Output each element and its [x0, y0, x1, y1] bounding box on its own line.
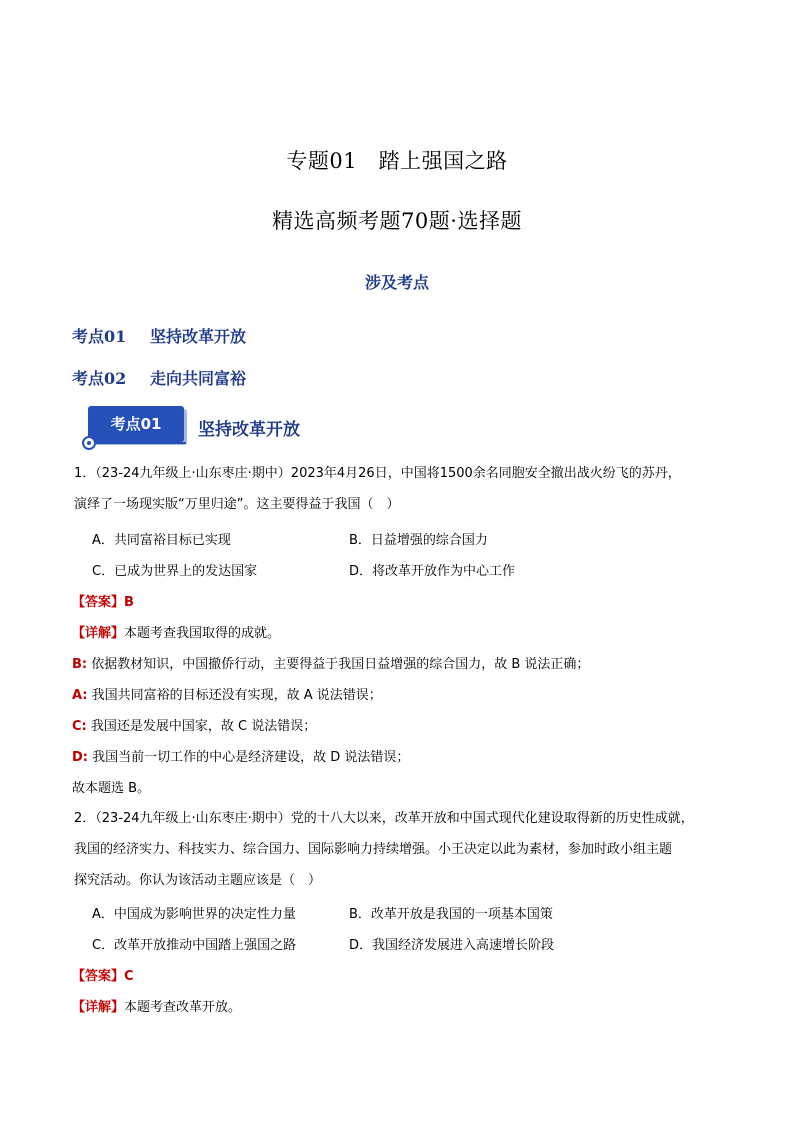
question-1-option-d: D．将改革开放作为中心工作 [349, 564, 516, 579]
question-1-answer [72, 591, 134, 610]
badge-label: 考点01 [110, 415, 162, 433]
badge-box [88, 406, 184, 442]
section-badge [82, 404, 190, 450]
explanation-text: 本题考查改革开放。 [124, 1000, 242, 1015]
question-1-option-b: B．日益增强的综合国力 [349, 533, 488, 548]
knowledge-point-text: 走向共同富裕 [150, 369, 247, 388]
knowledge-point-number: 考点02 [72, 369, 127, 388]
answer-value: B [124, 595, 134, 610]
answer-value: C [124, 969, 134, 984]
question-1-analysis-d: D: 我国当前一切工作的中心是经济建设，故 D 说法错误； [72, 750, 410, 765]
question-2-option-d: D．我国经济发展进入高速增长阶段 [349, 938, 555, 953]
document-subtitle: 精选高频考题70题·选择题 [272, 209, 522, 233]
question-1-line-2: 演绎了一场现实版“万里归途”。这主要得益于我国（ ） [74, 497, 400, 512]
question-2-line-2: 我国的经济实力、科技实力、综合国力、国际影响力持续增强。小王决定以此为素材，参加时政小组主题 [74, 842, 673, 857]
badge-title: 坚持改革开放 [198, 420, 300, 440]
question-1-option-a: A．共同富裕目标已实现 [92, 533, 231, 548]
document-title: 专题01 踏上强国之路 [286, 149, 508, 173]
section-heading: 涉及考点 [364, 273, 429, 292]
knowledge-point-text: 坚持改革开放 [150, 327, 247, 346]
badge-dot-icon [82, 436, 96, 450]
question-1-analysis-c: C: 我国还是发展中国家，故 C 说法错误； [72, 719, 317, 734]
badge-underline [96, 442, 186, 444]
question-2-explanation [72, 996, 241, 1015]
question-2-option-a: A．中国成为影响世界的决定性力量 [92, 907, 296, 922]
question-1-analysis-a: A: 我国共同富裕的目标还没有实现，故 A 说法错误； [72, 688, 382, 703]
knowledge-point-number: 考点01 [72, 327, 127, 346]
answer-label: 【答案】 [72, 969, 125, 984]
answer-label: 【答案】 [72, 595, 125, 610]
question-1-analysis-b: B: 依据教材知识，中国撤侨行动，主要得益于我国日益增强的综合国力，故 B 说法正确； [72, 657, 590, 672]
knowledge-point-1 [72, 324, 246, 347]
question-1-conclusion: 故本题选 B。 [72, 781, 151, 796]
question-1-explanation [72, 622, 280, 641]
question-2-option-c: C．改革开放推动中国踏上强国之路 [92, 938, 297, 953]
question-2-line-1: 2．（23-24九年级上·山东枣庄·期中）党的十八大以来，改革开放和中国式现代化建设取得新的历史性成就， [74, 811, 694, 826]
knowledge-point-2 [72, 366, 246, 389]
question-1-option-c: C．已成为世界上的发达国家 [92, 564, 258, 579]
explanation-label: 【详解】 [72, 626, 125, 641]
question-2-option-b: B．改革开放是我国的一项基本国策 [349, 907, 553, 922]
explanation-text: 本题考查我国取得的成就。 [124, 626, 281, 641]
question-2-answer [72, 965, 134, 984]
question-2-line-3: 探究活动。你认为该活动主题应该是（ ） [74, 873, 322, 888]
question-1-line-1: 1．（23-24九年级上·山东枣庄·期中）2023年4月26日，中国将1500余名同胞安全撤出战火纷飞的苏丹， [74, 466, 681, 481]
explanation-label: 【详解】 [72, 1000, 125, 1015]
